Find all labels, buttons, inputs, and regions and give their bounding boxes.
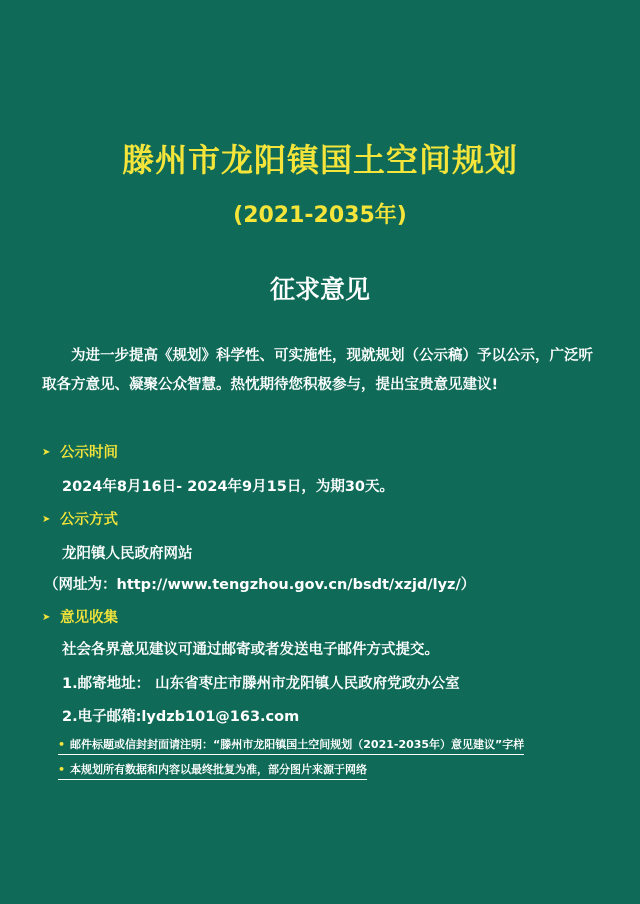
section-method-label: 公示方式 [60, 512, 118, 528]
section-method-site: 龙阳镇人民政府网站 [62, 546, 193, 562]
footnote [58, 762, 367, 780]
bullet-dot-icon: • [58, 763, 66, 776]
arrow-bullet-icon: ➤ [42, 514, 51, 525]
section-time-header [42, 442, 118, 464]
section-method-url[interactable]: （网址为：http://www.tengzhou.gov.cn/bsdt/xzjd/lyz/） [44, 577, 476, 593]
section-collect-header [42, 607, 118, 629]
section-collect-email[interactable]: 2.电子邮箱:lydzb101@163.com [62, 709, 300, 725]
arrow-bullet-icon: ➤ [42, 447, 51, 458]
bullet-dot-icon: • [58, 738, 66, 751]
section-time-text: 2024年8月16日- 2024年9月15日，为期30天。 [62, 479, 394, 495]
intro-paragraph: 为进一步提高《规划》科学性、可实施性，现就规划（公示稿）予以公示，广泛听取各方意见、凝聚公众智慧。热忱期待您积极参与，提出宝贵意见建议! [42, 348, 593, 393]
footnote-text: 本规划所有数据和内容以最终批复为准，部分图片来源于网络 [70, 763, 368, 776]
footnote [58, 737, 524, 755]
footnote-text: 邮件标题或信封封面请注明：“滕州市龙阳镇国土空间规划（2021-2035年）意见建议”字样 [70, 738, 525, 751]
section-heading: 征求意见 [269, 275, 370, 304]
section-collect-label: 意见收集 [60, 610, 118, 626]
section-collect-mail: 1.邮寄地址： 山东省枣庄市滕州市龙阳镇人民政府党政办公室 [62, 676, 460, 692]
section-method-header [42, 509, 118, 531]
section-time-label: 公示时间 [60, 445, 118, 461]
page-title: 滕州市龙阳镇国土空间规划 [121, 141, 518, 179]
page-subtitle: (2021-2035年) [233, 203, 407, 228]
arrow-bullet-icon: ➤ [42, 612, 51, 623]
section-collect-text: 社会各界意见建议可通过邮寄或者发送电子邮件方式提交。 [62, 642, 439, 658]
